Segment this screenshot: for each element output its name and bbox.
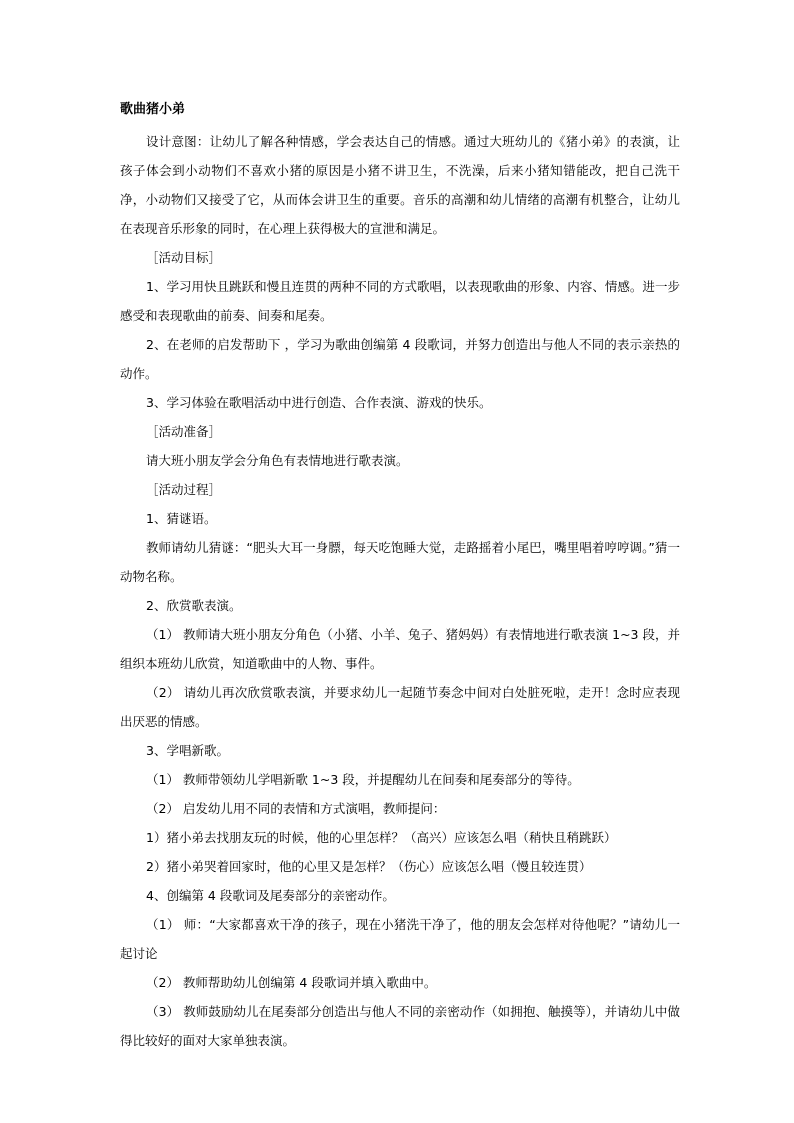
document-title: 歌曲猪小弟	[120, 102, 186, 117]
process-step-4: 4、创编第 4 段歌词及尾奏部分的亲密动作。	[146, 888, 395, 903]
process-step-3: 3、学唱新歌。	[146, 743, 229, 758]
process-step-1: 1、猜谜语。	[146, 511, 217, 526]
step-3-item-1: （1） 教师带领幼儿学唱新歌 1~3 段，并提醒幼儿在间奏和尾奏部分的等待。	[146, 772, 580, 787]
step-4-item-2: （2） 教师帮助幼儿创编第 4 段歌词并填入歌曲中。	[146, 975, 437, 990]
question-2: 2）猪小弟哭着回家时，他的心里又是怎样？（伤心）应该怎么唱（慢且较连贯）	[146, 859, 592, 874]
document-page	[120, 100, 680, 1055]
step-4-item-3: （3） 教师鼓励幼儿在尾奏部分创造出与他人不同的亲密动作（如拥抱、触摸等），并请幼儿中做得比较好的面对大家单独表演。	[120, 1004, 680, 1048]
section-heading-process: ［活动过程］	[146, 482, 222, 497]
goal-item-3: 3、学习体验在歌唱活动中进行创造、合作表演、游戏的快乐。	[146, 395, 492, 410]
section-heading-goals: ［活动目标］	[146, 250, 222, 265]
section-heading-preparation: ［活动准备］	[146, 424, 222, 439]
process-step-2: 2、欣赏歌表演。	[146, 598, 242, 613]
step-2-item-2: （2） 请幼儿再次欣赏歌表演，并要求幼儿一起随节奏念中间对白处脏死啦，走开！念时应表现出厌恶的情感。	[120, 685, 680, 729]
goal-item-2: 2、在老师的启发帮助下 ，学习为歌曲创编第 4 段歌词，并努力创造出与他人不同的表示亲热的动作。	[120, 337, 680, 381]
step-3-item-2: （2） 启发幼儿用不同的表情和方式演唱，教师提问：	[146, 801, 446, 816]
question-1: 1）猪小弟去找朋友玩的时候，他的心里怎样？（高兴）应该怎么唱（稍快且稍跳跃）	[146, 830, 617, 845]
design-intent-paragraph: 设计意图：让幼儿了解各种情感，学会表达自己的情感。通过大班幼儿的《猪小弟》的表演，让孩子体会到小动物们不喜欢小猪的原因是小猪不讲卫生，不洗澡，后来小猪知错能改，把自己洗干净，小动物们又接受了它，从而体会讲卫生的重要。音乐的高潮和幼儿情绪的高潮有机整合，让幼儿在表现音乐形象的同时，在心理上获得极大的宣泄和满足。	[120, 134, 680, 236]
preparation-text: 请大班小朋友学会分角色有表情地进行歌表演。	[146, 453, 409, 468]
riddle-text: 教师请幼儿猜谜：“肥头大耳一身膘，每天吃饱睡大觉，走路摇着小尾巴，嘴里唱着哼哼调。”猜一动物名称。	[120, 540, 680, 584]
goal-item-1: 1、学习用快且跳跃和慢且连贯的两种不同的方式歌唱，以表现歌曲的形象、内容、情感。进一步感受和表现歌曲的前奏、间奏和尾奏。	[120, 279, 680, 323]
step-2-item-1: （1） 教师请大班小朋友分角色（小猪、小羊、兔子、猪妈妈）有表情地进行歌表演 1~3 段，并组织本班幼儿欣赏，知道歌曲中的人物、事件。	[120, 627, 680, 671]
step-4-item-1: （1） 师：“大家都喜欢干净的孩子，现在小猪洗干净了，他的朋友会怎样对待他呢？”请幼儿一起讨论	[120, 917, 680, 961]
